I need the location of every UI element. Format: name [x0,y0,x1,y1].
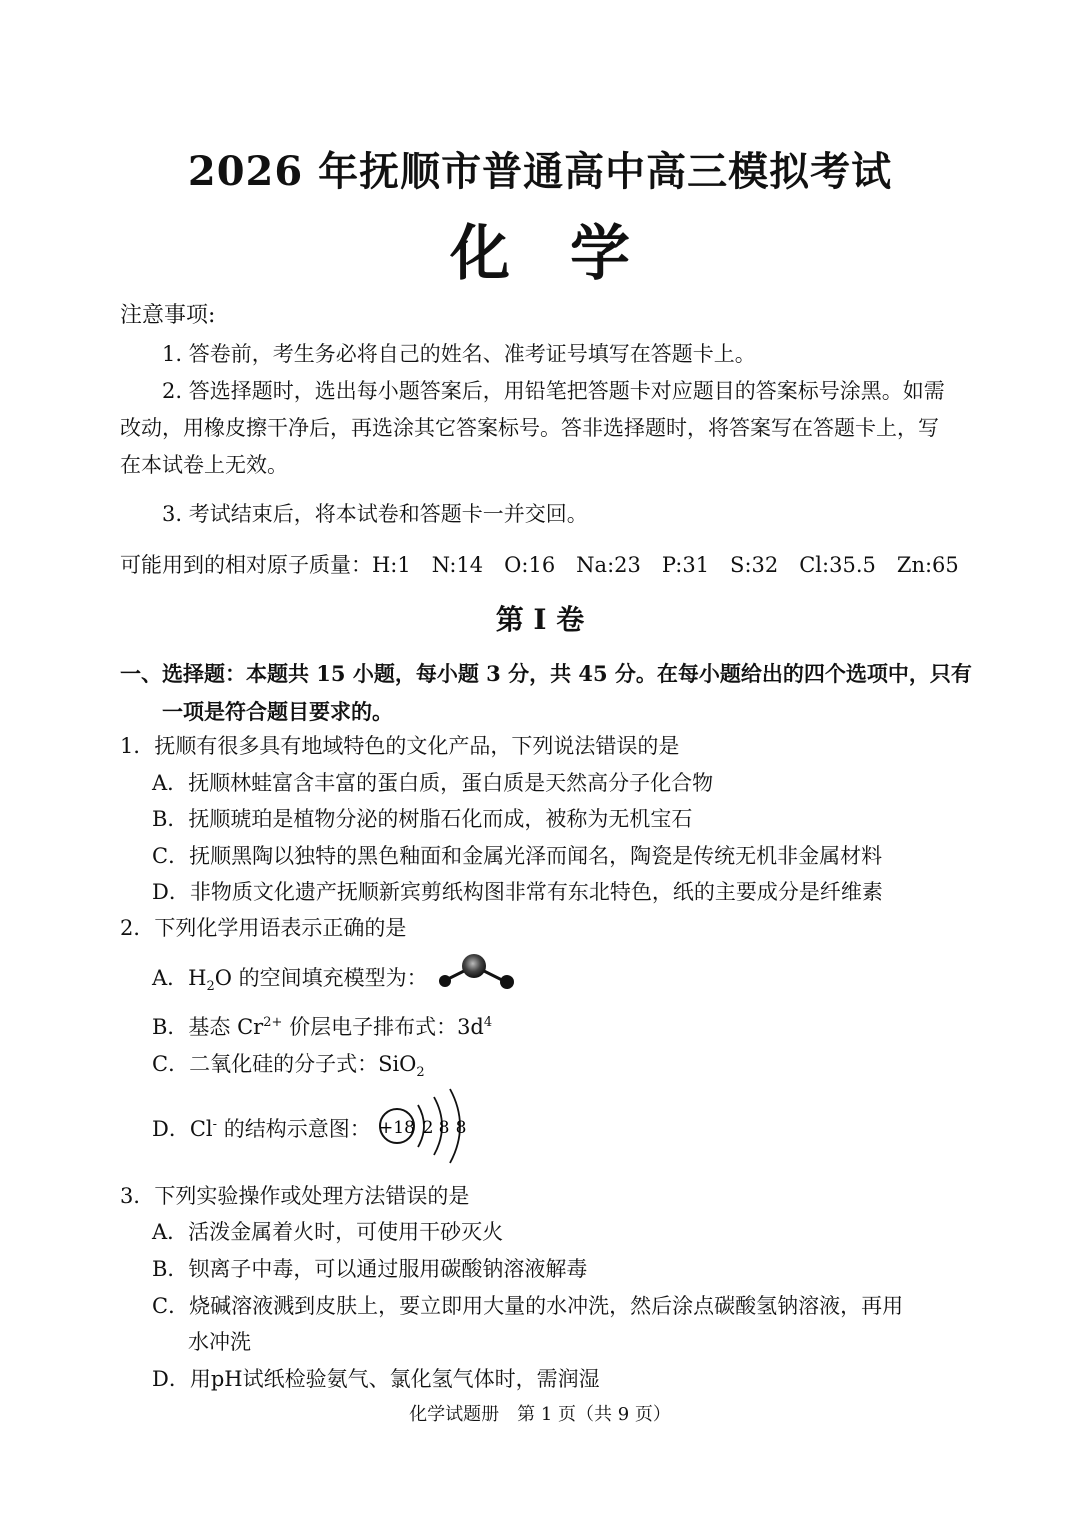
q3-option-c-line-2: 水冲洗 [188,1330,251,1354]
notice-item-2-line-2: 改动，用橡皮擦干净后，再选涂其它答案标号。答非选择题时，将答案写在答题卡上，写 [120,416,939,440]
q2-option-c [152,1048,425,1081]
notice-heading: 注意事项: [120,303,216,328]
q3-option-c-line-1: C．烧碱溶液溅到皮肤上，要立即用大量的水冲洗，然后涂点碳酸氢钠溶液，再用 [152,1294,904,1318]
notice-item-2-line-3: 在本试卷上无效。 [120,453,288,477]
q2-stem: 2．下列化学用语表示正确的是 [120,916,407,940]
section-1-line-2: 一项是符合题目要求的。 [162,699,393,724]
q2-b-mid: 价层电子排布式：3d [282,1015,484,1039]
q2-a-sub: 2 [206,979,215,995]
q2-d-rest: 的结构示意图： [217,1117,371,1141]
q2-option-d [152,1113,371,1143]
q3-option-a: A．活泼金属着火时，可使用干砂灭火 [152,1220,504,1244]
chloride-ion-structure-diagram [372,1083,476,1169]
q2-b-sup2: 4 [483,1015,493,1030]
nucleus-charge: +18 [379,1118,415,1138]
q3-option-b: B．钡离子中毒，可以通过服用碳酸钠溶液解毒 [152,1257,588,1281]
q2-c-sub: 2 [416,1065,425,1081]
q2-d-prefix: D．Cl [152,1117,213,1141]
exam-title: 2026 年抚顺市普通高中高三模拟考试 [187,148,893,195]
q1-option-d: D．非物质文化遗产抚顺新宾剪纸构图非常有东北特色，纸的主要成分是纤维素 [152,880,883,904]
subject-title: 化学 [450,219,690,289]
part-title: 第 I 卷 [495,603,585,636]
q1-option-c: C．抚顺黑陶以独特的黑色釉面和金属光泽而闻名，陶瓷是传统无机非金属材料 [152,844,883,868]
q2-c-prefix: C．二氧化硅的分子式：SiO [152,1052,417,1076]
q2-a-rest: O 的空间填充模型为： [214,966,428,990]
section-1-line-1: 一、选择题：本题共 15 小题，每小题 3 分，共 45 分。在每小题给出的四个选项中，只有 [120,661,972,686]
q1-stem: 1．抚顺有很多具有地域特色的文化产品，下列说法错误的是 [120,734,680,758]
shell-3-electrons: 8 [455,1118,467,1138]
shell-2-electrons: 8 [438,1118,450,1138]
notice-item-3: 3. 考试结束后，将本试卷和答题卡一并交回。 [162,502,588,526]
q2-d-sup: - [212,1117,218,1132]
water-space-filling-model-icon [436,950,520,994]
page-footer: 化学试题册 第 1 页（共 9 页） [409,1404,671,1425]
q2-a-prefix: A．H [152,966,207,990]
notice-item-1: 1. 答卷前，考生务必将自己的姓名、准考证号填写在答题卡上。 [162,342,756,366]
atomic-mass-line: 可能用到的相对原子质量：H:1 N:14 O:16 Na:23 P:31 S:32 Cl:35.5 Zn:65 [120,553,959,577]
q1-option-a: A．抚顺林蛙富含丰富的蛋白质，蛋白质是天然高分子化合物 [152,771,714,795]
shell-1-electrons: 2 [422,1118,434,1138]
q2-option-a [152,962,428,995]
q1-option-b: B．抚顺琥珀是植物分泌的树脂石化而成，被称为无机宝石 [152,807,693,831]
q2-option-b [152,1011,492,1041]
q2-b-sup: 2+ [263,1015,283,1030]
notice-item-2-line-1: 2. 答选择题时，选出每小题答案后，用铅笔把答题卡对应题目的答案标号涂黑。如需 [162,379,945,403]
q3-stem: 3．下列实验操作或处理方法错误的是 [120,1184,470,1208]
q2-b-prefix: B．基态 Cr [152,1015,264,1039]
q3-option-d: D．用pH试纸检验氨气、氯化氢气体时，需润湿 [152,1367,600,1391]
